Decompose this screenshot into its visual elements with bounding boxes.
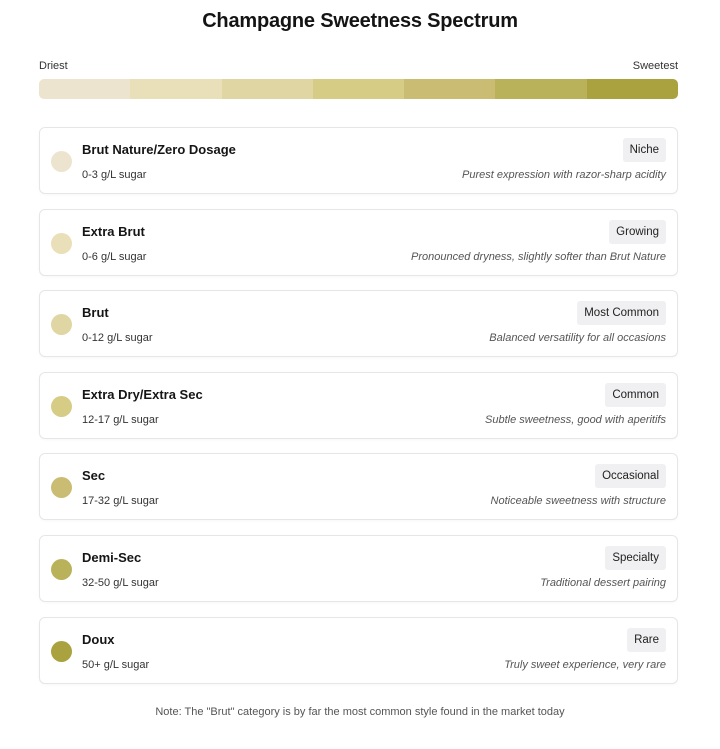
category-description: Pronounced dryness, slightly softer than Brut Nature [411,250,666,263]
popularity-badge: Growing [609,220,666,244]
popularity-badge: Niche [623,138,666,162]
spectrum-segment [39,79,130,99]
color-swatch-icon [51,233,72,254]
category-card-sec [39,453,678,520]
category-name: Brut Nature/Zero Dosage [82,142,236,157]
category-card-extra-brut [39,209,678,276]
sugar-range: 17-32 g/L sugar [82,495,159,508]
sugar-range: 50+ g/L sugar [82,658,150,671]
spectrum-segment [130,79,221,99]
spectrum-segment [587,79,678,99]
category-name: Demi-Sec [82,549,142,565]
sugar-range: 32-50 g/L sugar [82,576,159,589]
category-description: Truly sweet experience, very rare [504,658,666,671]
category-list [39,127,678,698]
spectrum-segment [495,79,586,99]
sugar-range: 0-3 g/L sugar [82,169,147,181]
spectrum-segment [222,79,313,99]
spectrum-labels [39,60,678,74]
color-swatch-icon [51,559,72,580]
category-card-extra-dry [39,372,678,439]
category-description: Balanced versatility for all occasions [489,332,666,345]
category-description: Purest expression with razor-sharp acidity [462,169,666,181]
sugar-range: 0-12 g/L sugar [82,332,153,345]
popularity-badge: Specialty [605,546,666,570]
category-description: Traditional dessert pairing [540,576,666,589]
sweetest-label: Sweetest [632,60,678,72]
page-title: Champagne Sweetness Spectrum [202,10,518,32]
category-name: Doux [82,631,115,647]
popularity-badge: Occasional [595,464,666,488]
color-swatch-icon [51,641,72,662]
category-card-doux [39,617,678,684]
category-name: Sec [82,468,106,484]
color-swatch-icon [51,477,72,498]
color-swatch-icon [51,314,72,335]
category-description: Noticeable sweetness with structure [490,495,666,508]
color-swatch-icon [51,396,72,417]
sweetness-spectrum-bar [39,79,678,99]
driest-label: Driest [39,60,68,72]
category-description: Subtle sweetness, good with aperitifs [485,413,666,426]
spectrum-segment [404,79,495,99]
popularity-badge: Rare [627,628,666,652]
color-swatch-icon [51,151,72,172]
popularity-badge: Common [605,383,666,407]
footnote: Note: The "Brut" category is by far the most common style found in the market today [155,706,565,718]
sugar-range: 0-6 g/L sugar [82,250,147,263]
category-card-brut [39,290,678,357]
category-card-demi-sec [39,535,678,602]
category-name: Brut [82,305,109,321]
category-name: Extra Brut [82,223,145,239]
spectrum-segment [313,79,404,99]
category-card-brut-nature [39,127,678,194]
popularity-badge: Most Common [577,301,666,325]
sugar-range: 12-17 g/L sugar [82,413,159,426]
category-name: Extra Dry/Extra Sec [82,386,203,402]
